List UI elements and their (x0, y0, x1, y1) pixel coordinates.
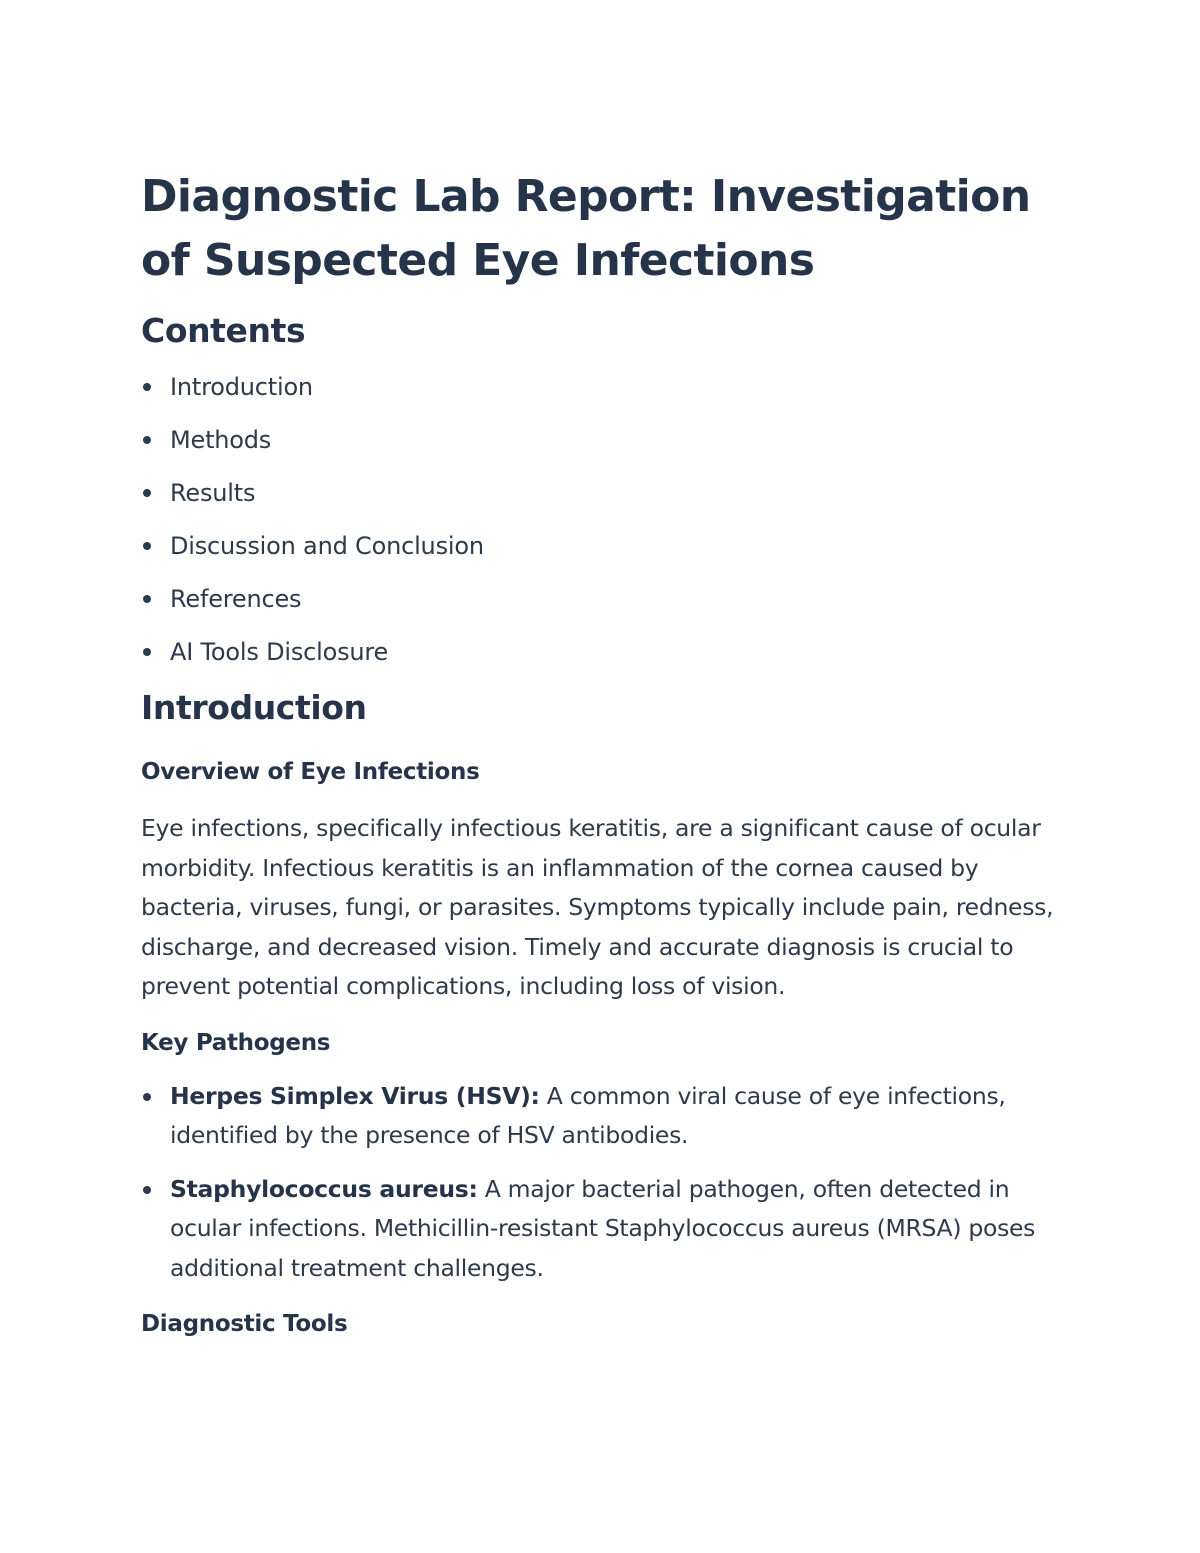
pathogen-list (141, 1077, 1071, 1289)
contents-item-label: References (170, 585, 302, 613)
bullet-icon (143, 1093, 151, 1101)
contents-item-methods[interactable] (141, 424, 1071, 456)
bullet-icon (143, 595, 151, 603)
contents-item-label: Introduction (170, 373, 313, 401)
pathogen-term: Herpes Simplex Virus (HSV): (170, 1081, 540, 1110)
bullet-icon (143, 436, 151, 444)
contents-item-ai-tools[interactable] (141, 636, 1071, 668)
bullet-icon (143, 542, 151, 550)
contents-item-discussion[interactable] (141, 530, 1071, 562)
contents-heading: Contents (141, 311, 306, 350)
bullet-icon (143, 489, 151, 497)
pathogen-item-hsv (141, 1077, 1071, 1156)
contents-list (141, 371, 1071, 668)
bullet-icon (143, 383, 151, 391)
pathogen-description: A major bacterial pathogen, often detected in ocular infections. Methicillin-resistant Staphylococcus aureus (MRSA) poses additional treatment challenges. (170, 1174, 1036, 1282)
overview-heading: Overview of Eye Infections (141, 759, 480, 785)
contents-item-introduction[interactable] (141, 371, 1071, 403)
bullet-icon (143, 1186, 151, 1194)
key-pathogens-heading: Key Pathogens (141, 1029, 331, 1056)
pathogen-term: Staphylococcus aureus: (170, 1174, 478, 1203)
diagnostic-tools-heading: Diagnostic Tools (141, 1311, 348, 1337)
contents-item-label: AI Tools Disclosure (170, 638, 389, 666)
contents-item-label: Results (170, 479, 256, 507)
contents-item-references[interactable] (141, 583, 1071, 615)
pathogen-description: A common viral cause of eye infections, identified by the presence of HSV antibodies. (170, 1081, 1006, 1149)
document-title: Diagnostic Lab Report: Investigation of Suspected Eye Infections (141, 171, 1031, 286)
report-page (141, 165, 1071, 1340)
overview-paragraph: Eye infections, specifically infectious keratitis, are a significant cause of ocular morbidity. Infectious keratitis is an inflammation of the cornea caused by bacteria, viruses, fungi, or parasites. Symptoms typically include pain, redness, discharge, and decreased vision. Timely and accurate diagnosis is crucial to prevent potential complications, including loss of vision. (141, 814, 1054, 1000)
contents-item-results[interactable] (141, 477, 1071, 509)
bullet-icon (143, 648, 151, 656)
introduction-heading: Introduction (141, 688, 367, 727)
pathogen-item-staph (141, 1170, 1071, 1289)
contents-item-label: Methods (170, 426, 272, 454)
contents-item-label: Discussion and Conclusion (170, 532, 484, 560)
